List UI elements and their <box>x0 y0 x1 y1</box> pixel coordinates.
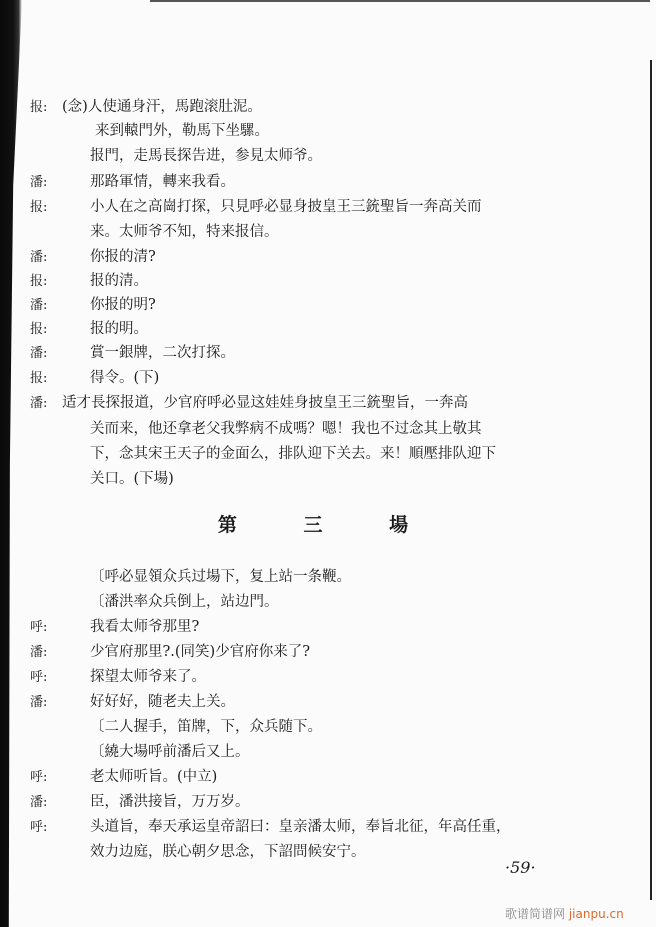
line-text: 小人在之高崗打探，只見呼必显身披皇王三銃聖旨一奔高关而 <box>90 199 482 215</box>
script-line <box>30 246 156 268</box>
line-text: 效力边庭，朕心朝夕思念，下詔問候安宁。 <box>90 844 366 860</box>
line-text: 来到轅門外，勒馬下坐騾。 <box>95 123 269 139</box>
script-line <box>95 120 269 142</box>
script-line <box>30 318 148 340</box>
line-text: 报門，走馬長探告进，参見太师爷。 <box>90 148 322 164</box>
script-line <box>30 816 511 838</box>
stage-direction <box>90 741 250 763</box>
line-text: 〔二人握手，笛牌，下，众兵随下。 <box>90 719 322 735</box>
line-text: 你报的清? <box>90 249 156 265</box>
speaker-label: 潘: <box>30 645 48 660</box>
script-line <box>30 171 235 193</box>
line-text: 适才長探报道，少官府呼必显这娃娃身披皇王三銃聖旨，一奔高 <box>62 395 468 411</box>
line-text: 下，念其宋王天子的金面么，排队迎下关去。来！順壓排队迎下 <box>90 446 496 462</box>
watermark <box>505 905 624 922</box>
script-line <box>30 766 217 788</box>
speaker-label: 潘: <box>30 695 48 710</box>
script-line <box>30 791 250 813</box>
script-line <box>30 392 468 414</box>
speaker-label: 报: <box>30 100 48 115</box>
speaker-label: 呼: <box>30 620 48 635</box>
script-line <box>30 367 159 389</box>
line-text: 賞一銀牌，二次打探。 <box>90 345 235 361</box>
speaker-label: 报: <box>30 274 48 289</box>
speaker-label: 潘: <box>30 795 48 810</box>
page-number: ·59· <box>505 858 536 877</box>
line-text: 报的明。 <box>90 321 148 337</box>
speaker-label: 潘: <box>30 175 48 190</box>
line-text: 报的清。 <box>90 273 148 289</box>
script-line <box>90 468 174 490</box>
speaker-label: 报: <box>30 371 48 386</box>
speaker-label: 潘: <box>30 298 48 313</box>
script-line <box>90 841 366 863</box>
line-text: 〔繞大場呼前潘后又上。 <box>90 744 250 760</box>
script-line <box>30 691 235 713</box>
script-line <box>90 221 279 243</box>
line-text: 好好好，随老夫上关。 <box>90 694 235 710</box>
speaker-label: 潘: <box>30 396 48 411</box>
script-line <box>30 342 235 364</box>
watermark-text: 歌谱简谱网 <box>505 907 566 921</box>
script-line <box>30 666 206 688</box>
scene-title: 第 三 場 <box>217 514 439 536</box>
speaker-label: 呼: <box>30 670 48 685</box>
speaker-label: 潘: <box>30 346 48 361</box>
line-text: 臣，潘洪接旨，万万岁。 <box>90 794 250 810</box>
speaker-label: 报: <box>30 200 48 215</box>
line-text: 少官府那里?.(同笑)少官府你来了? <box>90 644 310 660</box>
line-text: 〔潘洪率众兵倒上，站边門。 <box>90 594 279 610</box>
page-number-value: 59 <box>510 858 531 877</box>
line-text: 探望太师爷来了。 <box>90 669 206 685</box>
line-text: 那路軍情，轉来我看。 <box>90 174 235 190</box>
script-line <box>30 616 199 638</box>
speaker-label: 潘: <box>30 250 48 265</box>
line-text: 来。太师爷不知，特来报信。 <box>90 224 279 240</box>
script-line <box>90 443 496 465</box>
line-text: 头道旨，奉天承运皇帝詔曰：皇亲潘太师，奉旨北征，年高任重， <box>90 819 511 835</box>
script-line <box>90 145 322 167</box>
script-line <box>30 294 156 316</box>
stage-direction <box>90 591 279 613</box>
line-text: 老太师听旨。(中立) <box>90 769 218 785</box>
speaker-label: 呼: <box>30 770 48 785</box>
script-line <box>30 270 148 292</box>
script-line <box>30 196 482 218</box>
line-text: 我看太师爷那里? <box>90 619 200 635</box>
line-text: 〔呼必显領众兵过場下，复上站一条鞭。 <box>90 569 351 585</box>
line-text: 得令。(下) <box>90 370 160 386</box>
stage-direction <box>90 716 322 738</box>
script-line <box>30 96 262 118</box>
script-line <box>30 641 310 663</box>
script-line <box>90 418 482 440</box>
line-text: 你报的明? <box>90 297 156 313</box>
stage-direction <box>90 566 351 588</box>
speaker-label: 报: <box>30 322 48 337</box>
speaker-label: 呼: <box>30 820 48 835</box>
line-text: 关而来，他还拿老父我弊病不成嗎？嗯！我也不过念其上敬其 <box>90 421 482 437</box>
watermark-domain: jianpu.cn <box>568 907 624 921</box>
line-text: (念)人使通身汗，馬跑滚肚泥。 <box>62 99 262 115</box>
line-text: 关口。(下場) <box>90 471 174 487</box>
